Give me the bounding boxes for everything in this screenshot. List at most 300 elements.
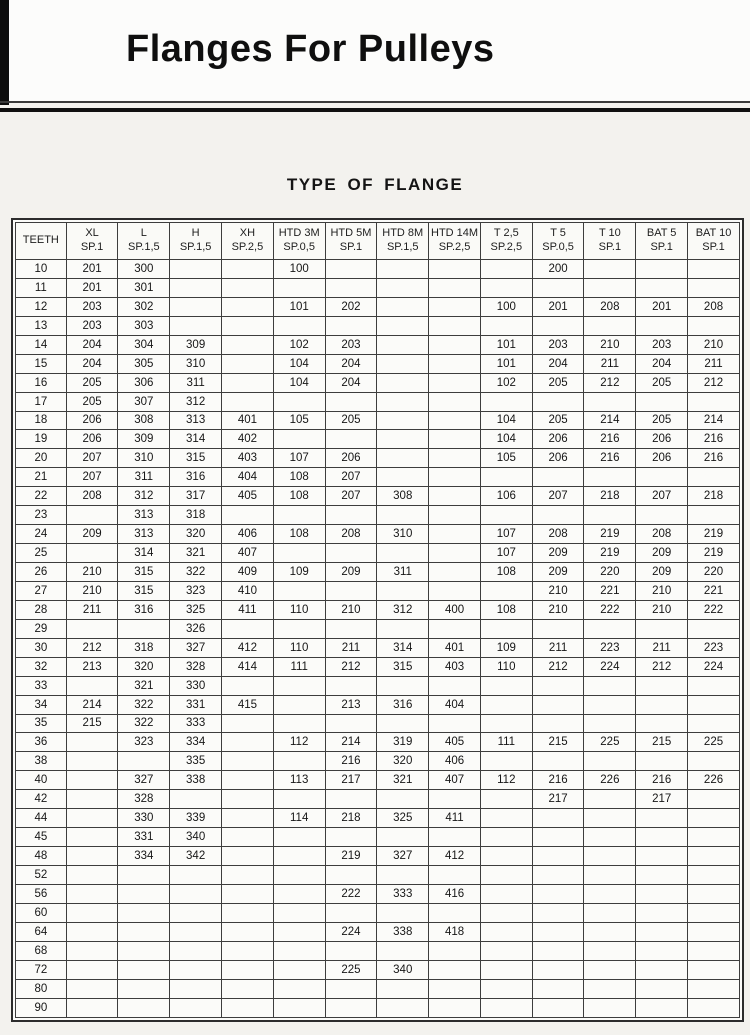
part-number-cell: 309 <box>118 430 170 449</box>
part-number-cell: 216 <box>325 752 377 771</box>
part-number-cell <box>532 714 584 733</box>
part-number-cell <box>636 866 688 885</box>
part-number-cell: 211 <box>325 638 377 657</box>
part-number-cell <box>688 866 740 885</box>
part-number-cell <box>688 884 740 903</box>
part-number-cell: 212 <box>66 638 118 657</box>
part-number-cell: 224 <box>688 657 740 676</box>
table-row <box>16 809 740 828</box>
part-number-cell: 112 <box>273 733 325 752</box>
part-number-cell <box>480 468 532 487</box>
part-number-cell <box>532 468 584 487</box>
part-number-cell <box>325 676 377 695</box>
part-number-cell: 105 <box>480 449 532 468</box>
part-number-cell: 313 <box>118 506 170 525</box>
part-number-cell: 210 <box>584 335 636 354</box>
header-divider <box>0 101 750 112</box>
part-number-cell <box>688 714 740 733</box>
part-number-cell <box>480 790 532 809</box>
column-header-bat-10: BAT 10 SP.1 <box>688 223 740 260</box>
part-number-cell: 415 <box>222 695 274 714</box>
part-number-cell <box>429 430 481 449</box>
part-number-cell <box>532 884 584 903</box>
table-row <box>16 828 740 847</box>
part-number-cell: 215 <box>66 714 118 733</box>
part-number-cell: 403 <box>222 449 274 468</box>
column-header-t-2-5: T 2,5 SP.2,5 <box>480 223 532 260</box>
teeth-cell: 24 <box>16 525 67 544</box>
part-number-cell: 207 <box>325 487 377 506</box>
column-header-xl: XL SP.1 <box>66 223 118 260</box>
part-number-cell <box>222 354 274 373</box>
part-number-cell <box>377 373 429 392</box>
part-number-cell: 226 <box>688 771 740 790</box>
part-number-cell <box>273 278 325 297</box>
part-number-cell <box>118 752 170 771</box>
teeth-cell: 27 <box>16 581 67 600</box>
part-number-cell: 213 <box>325 695 377 714</box>
part-number-cell <box>532 960 584 979</box>
part-number-cell: 109 <box>480 638 532 657</box>
part-number-cell: 318 <box>170 506 222 525</box>
part-number-cell <box>688 998 740 1017</box>
part-number-cell: 327 <box>118 771 170 790</box>
part-number-cell <box>377 790 429 809</box>
part-number-cell: 203 <box>66 297 118 316</box>
part-number-cell <box>325 260 377 279</box>
teeth-cell: 44 <box>16 809 67 828</box>
part-number-cell <box>325 941 377 960</box>
table-row <box>16 581 740 600</box>
part-number-cell: 327 <box>170 638 222 657</box>
part-number-cell: 216 <box>584 449 636 468</box>
part-number-cell <box>429 392 481 411</box>
part-number-cell: 401 <box>429 638 481 657</box>
part-number-cell: 111 <box>273 657 325 676</box>
table-row <box>16 695 740 714</box>
part-number-cell <box>584 828 636 847</box>
part-number-cell <box>325 544 377 563</box>
table-row <box>16 752 740 771</box>
table-row <box>16 771 740 790</box>
part-number-cell: 412 <box>222 638 274 657</box>
part-number-cell: 216 <box>688 449 740 468</box>
part-number-cell: 205 <box>66 373 118 392</box>
part-number-cell <box>480 941 532 960</box>
part-number-cell: 311 <box>118 468 170 487</box>
table-row <box>16 487 740 506</box>
part-number-cell <box>377 449 429 468</box>
part-number-cell <box>222 506 274 525</box>
part-number-cell <box>377 941 429 960</box>
part-number-cell <box>273 922 325 941</box>
part-number-cell: 323 <box>118 733 170 752</box>
part-number-cell <box>377 828 429 847</box>
part-number-cell: 213 <box>66 657 118 676</box>
part-number-cell: 327 <box>377 847 429 866</box>
part-number-cell <box>688 316 740 335</box>
teeth-cell: 22 <box>16 487 67 506</box>
table-row <box>16 449 740 468</box>
part-number-cell <box>480 979 532 998</box>
part-number-cell: 208 <box>636 525 688 544</box>
part-number-cell: 328 <box>170 657 222 676</box>
part-number-cell <box>688 752 740 771</box>
part-number-cell: 224 <box>325 922 377 941</box>
part-number-cell <box>377 903 429 922</box>
part-number-cell <box>480 752 532 771</box>
part-number-cell: 219 <box>325 847 377 866</box>
part-number-cell <box>688 847 740 866</box>
part-number-cell <box>118 979 170 998</box>
part-number-cell: 311 <box>170 373 222 392</box>
part-number-cell: 203 <box>325 335 377 354</box>
part-number-cell: 320 <box>170 525 222 544</box>
part-number-cell: 207 <box>325 468 377 487</box>
part-number-cell: 405 <box>222 487 274 506</box>
part-number-cell: 101 <box>480 335 532 354</box>
part-number-cell: 305 <box>118 354 170 373</box>
part-number-cell <box>377 430 429 449</box>
part-number-cell <box>429 449 481 468</box>
part-number-cell: 205 <box>532 373 584 392</box>
part-number-cell <box>429 260 481 279</box>
part-number-cell <box>429 619 481 638</box>
part-number-cell <box>429 506 481 525</box>
part-number-cell <box>325 998 377 1017</box>
table-row <box>16 600 740 619</box>
part-number-cell: 205 <box>636 373 688 392</box>
teeth-cell: 72 <box>16 960 67 979</box>
table-row <box>16 335 740 354</box>
part-number-cell <box>584 998 636 1017</box>
part-number-cell <box>429 866 481 885</box>
part-number-cell <box>170 960 222 979</box>
part-number-cell <box>118 998 170 1017</box>
part-number-cell: 414 <box>222 657 274 676</box>
table-row <box>16 922 740 941</box>
part-number-cell <box>222 260 274 279</box>
part-number-cell <box>688 676 740 695</box>
part-number-cell <box>480 828 532 847</box>
part-number-cell: 315 <box>377 657 429 676</box>
table-row <box>16 563 740 582</box>
part-number-cell: 204 <box>325 373 377 392</box>
part-number-cell: 102 <box>480 373 532 392</box>
part-number-cell: 311 <box>377 563 429 582</box>
part-number-cell: 315 <box>170 449 222 468</box>
part-number-cell: 404 <box>429 695 481 714</box>
teeth-cell: 17 <box>16 392 67 411</box>
part-number-cell: 208 <box>584 297 636 316</box>
table-row <box>16 468 740 487</box>
part-number-cell: 108 <box>480 563 532 582</box>
part-number-cell: 216 <box>636 771 688 790</box>
table-row <box>16 278 740 297</box>
part-number-cell <box>222 278 274 297</box>
part-number-cell: 216 <box>532 771 584 790</box>
part-number-cell: 412 <box>429 847 481 866</box>
part-number-cell <box>584 752 636 771</box>
part-number-cell: 219 <box>688 525 740 544</box>
column-header-xh: XH SP.2,5 <box>222 223 274 260</box>
part-number-cell <box>584 960 636 979</box>
part-number-cell <box>480 278 532 297</box>
part-number-cell <box>222 979 274 998</box>
part-number-cell: 218 <box>688 487 740 506</box>
part-number-cell <box>66 828 118 847</box>
part-number-cell: 313 <box>118 525 170 544</box>
part-number-cell: 209 <box>532 544 584 563</box>
part-number-cell: 314 <box>377 638 429 657</box>
part-number-cell <box>429 563 481 582</box>
part-number-cell <box>377 278 429 297</box>
part-number-cell: 333 <box>170 714 222 733</box>
part-number-cell <box>532 866 584 885</box>
part-number-cell <box>377 998 429 1017</box>
table-row <box>16 657 740 676</box>
part-number-cell: 100 <box>480 297 532 316</box>
part-number-cell: 302 <box>118 297 170 316</box>
part-number-cell <box>222 335 274 354</box>
part-number-cell: 309 <box>170 335 222 354</box>
part-number-cell <box>377 506 429 525</box>
part-number-cell <box>584 809 636 828</box>
column-header-t-10: T 10 SP.1 <box>584 223 636 260</box>
column-header-htd-8m: HTD 8M SP.1,5 <box>377 223 429 260</box>
teeth-cell: 52 <box>16 866 67 885</box>
part-number-cell <box>584 676 636 695</box>
part-number-cell: 207 <box>66 468 118 487</box>
flange-table-body <box>16 260 740 1018</box>
column-header-t-5: T 5 SP.0,5 <box>532 223 584 260</box>
part-number-cell <box>688 260 740 279</box>
part-number-cell <box>222 790 274 809</box>
part-number-cell <box>170 297 222 316</box>
part-number-cell: 338 <box>377 922 429 941</box>
part-number-cell <box>636 278 688 297</box>
part-number-cell <box>325 430 377 449</box>
part-number-cell: 325 <box>377 809 429 828</box>
teeth-cell: 26 <box>16 563 67 582</box>
part-number-cell: 212 <box>688 373 740 392</box>
part-number-cell <box>273 960 325 979</box>
part-number-cell: 315 <box>118 581 170 600</box>
part-number-cell <box>532 941 584 960</box>
part-number-cell <box>66 903 118 922</box>
part-number-cell: 222 <box>325 884 377 903</box>
part-number-cell: 114 <box>273 809 325 828</box>
part-number-cell <box>66 922 118 941</box>
part-number-cell: 407 <box>222 544 274 563</box>
part-number-cell: 210 <box>325 600 377 619</box>
part-number-cell <box>325 278 377 297</box>
teeth-cell: 35 <box>16 714 67 733</box>
table-row <box>16 676 740 695</box>
part-number-cell <box>273 941 325 960</box>
part-number-cell <box>377 468 429 487</box>
column-header-h: H SP.1,5 <box>170 223 222 260</box>
part-number-cell <box>584 884 636 903</box>
part-number-cell: 221 <box>584 581 636 600</box>
part-number-cell <box>325 714 377 733</box>
part-number-cell <box>480 903 532 922</box>
part-number-cell <box>377 676 429 695</box>
part-number-cell <box>532 278 584 297</box>
part-number-cell: 411 <box>222 600 274 619</box>
part-number-cell: 321 <box>170 544 222 563</box>
part-number-cell <box>325 828 377 847</box>
part-number-cell <box>273 866 325 885</box>
part-number-cell: 106 <box>480 487 532 506</box>
part-number-cell: 204 <box>636 354 688 373</box>
part-number-cell: 407 <box>429 771 481 790</box>
part-number-cell: 101 <box>480 354 532 373</box>
teeth-cell: 25 <box>16 544 67 563</box>
part-number-cell <box>532 752 584 771</box>
table-row <box>16 392 740 411</box>
part-number-cell <box>584 468 636 487</box>
part-number-cell <box>429 487 481 506</box>
part-number-cell: 308 <box>118 411 170 430</box>
part-number-cell <box>688 695 740 714</box>
part-number-cell: 409 <box>222 563 274 582</box>
table-row <box>16 714 740 733</box>
part-number-cell: 325 <box>170 600 222 619</box>
part-number-cell: 209 <box>636 563 688 582</box>
part-number-cell: 211 <box>688 354 740 373</box>
part-number-cell <box>273 714 325 733</box>
part-number-cell <box>480 998 532 1017</box>
part-number-cell: 108 <box>480 600 532 619</box>
part-number-cell <box>429 998 481 1017</box>
part-number-cell: 334 <box>118 847 170 866</box>
part-number-cell: 212 <box>584 373 636 392</box>
table-row <box>16 847 740 866</box>
part-number-cell <box>688 941 740 960</box>
part-number-cell <box>480 316 532 335</box>
part-number-cell: 335 <box>170 752 222 771</box>
part-number-cell <box>377 260 429 279</box>
part-number-cell: 209 <box>636 544 688 563</box>
part-number-cell: 223 <box>584 638 636 657</box>
part-number-cell: 215 <box>636 733 688 752</box>
part-number-cell: 226 <box>584 771 636 790</box>
part-number-cell <box>429 790 481 809</box>
part-number-cell <box>532 903 584 922</box>
part-number-cell <box>429 941 481 960</box>
part-number-cell <box>66 884 118 903</box>
part-number-cell: 225 <box>325 960 377 979</box>
part-number-cell <box>636 922 688 941</box>
part-number-cell <box>222 373 274 392</box>
part-number-cell: 211 <box>532 638 584 657</box>
part-number-cell <box>584 278 636 297</box>
part-number-cell: 322 <box>118 695 170 714</box>
table-row <box>16 525 740 544</box>
part-number-cell: 201 <box>636 297 688 316</box>
part-number-cell: 317 <box>170 487 222 506</box>
part-number-cell <box>584 903 636 922</box>
table-row <box>16 941 740 960</box>
part-number-cell: 206 <box>636 430 688 449</box>
part-number-cell <box>325 581 377 600</box>
part-number-cell <box>118 903 170 922</box>
part-number-cell <box>480 960 532 979</box>
part-number-cell <box>66 506 118 525</box>
part-number-cell: 403 <box>429 657 481 676</box>
part-number-cell: 100 <box>273 260 325 279</box>
part-number-cell: 314 <box>118 544 170 563</box>
part-number-cell: 225 <box>584 733 636 752</box>
part-number-cell <box>480 581 532 600</box>
table-title: TYPE OF FLANGE <box>286 175 464 194</box>
part-number-cell: 201 <box>66 278 118 297</box>
part-number-cell <box>170 903 222 922</box>
table-row <box>16 260 740 279</box>
part-number-cell <box>636 619 688 638</box>
page-title: Flanges For Pulleys <box>126 28 495 70</box>
part-number-cell: 107 <box>480 525 532 544</box>
column-header-teeth: TEETH <box>16 223 67 260</box>
part-number-cell: 211 <box>636 638 688 657</box>
part-number-cell <box>584 790 636 809</box>
part-number-cell: 205 <box>532 411 584 430</box>
part-number-cell <box>222 828 274 847</box>
part-number-cell <box>636 676 688 695</box>
part-number-cell <box>325 316 377 335</box>
part-number-cell: 217 <box>532 790 584 809</box>
part-number-cell: 110 <box>273 638 325 657</box>
part-number-cell <box>377 619 429 638</box>
table-row <box>16 903 740 922</box>
part-number-cell: 330 <box>118 809 170 828</box>
part-number-cell: 212 <box>532 657 584 676</box>
header-row <box>16 223 740 260</box>
part-number-cell: 102 <box>273 335 325 354</box>
part-number-cell <box>66 809 118 828</box>
part-number-cell <box>429 297 481 316</box>
part-number-cell <box>66 771 118 790</box>
teeth-cell: 15 <box>16 354 67 373</box>
part-number-cell: 306 <box>118 373 170 392</box>
part-number-cell: 209 <box>66 525 118 544</box>
part-number-cell: 211 <box>584 354 636 373</box>
part-number-cell <box>532 316 584 335</box>
part-number-cell: 208 <box>532 525 584 544</box>
part-number-cell <box>66 941 118 960</box>
part-number-cell <box>377 335 429 354</box>
part-number-cell: 224 <box>584 657 636 676</box>
part-number-cell: 110 <box>273 600 325 619</box>
part-number-cell <box>170 941 222 960</box>
teeth-cell: 16 <box>16 373 67 392</box>
part-number-cell <box>429 316 481 335</box>
table-row <box>16 411 740 430</box>
part-number-cell: 107 <box>480 544 532 563</box>
teeth-cell: 12 <box>16 297 67 316</box>
part-number-cell <box>170 884 222 903</box>
part-number-cell: 328 <box>118 790 170 809</box>
part-number-cell <box>222 809 274 828</box>
part-number-cell: 322 <box>170 563 222 582</box>
part-number-cell <box>222 960 274 979</box>
part-number-cell: 418 <box>429 922 481 941</box>
teeth-cell: 10 <box>16 260 67 279</box>
part-number-cell <box>273 392 325 411</box>
part-number-cell <box>273 544 325 563</box>
part-number-cell <box>480 695 532 714</box>
